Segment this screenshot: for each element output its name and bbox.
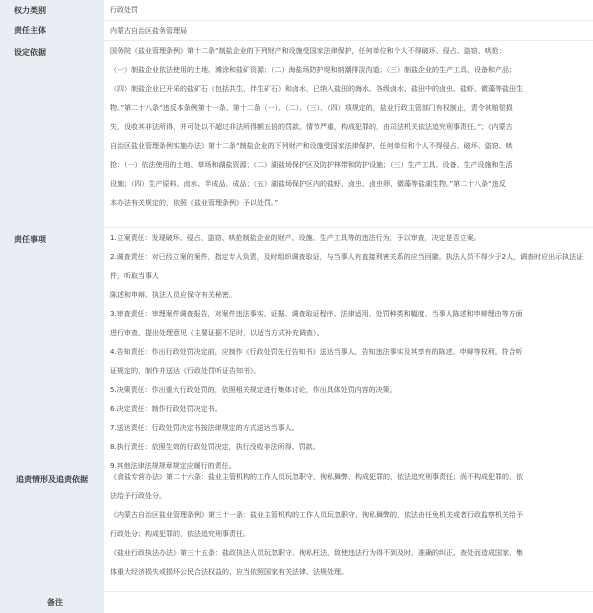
label-accountability: 追责情形及追责依据 [0, 466, 104, 591]
basis-line: （四）制盐企业已开采的盐矿石（包括共生、伴生矿石）和卤水，已纳入盐田的海水、各级卤水、盐田中的卤虫、盐虾、微藻等盐田生 [110, 85, 523, 93]
duty-line: 5.决策责任：作出重大行政处罚的，依照相关规定进行集体讨论，作出具体处罚内容的决策。 [110, 386, 397, 394]
duty-line: 4.告知责任：作出行政处罚决定前，应制作《行政处罚先行告知书》送达当事人，告知违法事实及其享有的陈述、申辩等权利。符合听 [110, 348, 523, 356]
duty-line: 8.执行责任：依照生效的行政处罚决定，执行没收非法所得、罚款。 [110, 443, 320, 451]
duty-line: 2.调查责任：对已经立案的案件，指定专人负责，及时组织调查取证，与当事人有直接利害关系的应当回避。执法人员不得少于2人，调查时应出示执法证件，听取当事人 [110, 253, 584, 280]
accountability-line: 体重大经济损失或损坏公民合法权益的，应当依照国家有关法律、法规处理。 [110, 568, 348, 576]
basis-line: （一）制盐企业依法使用的土地、滩涂和盐矿资源；（二）海盐场防护堤和纳潮排淡沟道；（三）制盐企业的生产工具、设备和产品； [110, 66, 516, 74]
basis-line: 本办法有关规定的，依照《盐业管理条例》予以处罚。” [110, 199, 279, 207]
duty-line: 陈述和申辩。执法人员应保守有关秘密。 [110, 291, 236, 299]
row-remarks [0, 592, 593, 613]
label-remarks: 备注 [0, 592, 104, 613]
accountability-line: 《食盐专营办法》第二十六条：盐业主管机构的工作人员玩忽职守、徇私舞弊，构成犯罪的，依法追究刑事责任；尚不构成犯罪的，依 [110, 473, 523, 481]
value-duty-items [104, 228, 593, 470]
row-duty-items [0, 228, 593, 470]
label-responsible-subject: 责任主体 [0, 21, 104, 40]
basis-line: 自治区盐业管理条例实施办法》第十二条“制盐企业的下列财产和设施受国家法律保护，任何单位和个人不得侵占、破坏、盗窃、哄 [110, 142, 513, 150]
accountability-line: 《盐业行政执法办法》第三十五条：盐政执法人员玩忽职守、徇私枉法，致使违法行为得不到及时、准确的纠正、查处而造成国家、集 [110, 549, 523, 557]
value-accountability [104, 466, 593, 591]
row-power-category [0, 0, 593, 21]
row-accountability [0, 466, 593, 592]
basis-line: 设施；（四）生产原料、卤水、半成品、成品；（五）湖盐场保护区内的盐虾、卤虫、卤虫卵、微藻等盐湖生物。”第二十八条“违反 [110, 180, 506, 188]
value-power-category: 行政处罚 [110, 6, 138, 14]
value-responsible-subject: 内蒙古自治区盐务管理局 [110, 27, 187, 35]
row-legal-basis [0, 41, 593, 228]
duty-line: 3.审查责任：审理案件调查报告，对案件违法事实、证据、调查取证程序、法律适用、处罚种类和幅度、当事人陈述和申辩理由等方面 [110, 310, 523, 318]
label-power-category: 权力类别 [0, 0, 104, 20]
label-legal-basis: 设定依据 [0, 41, 104, 227]
duty-line: 进行审查，提出处理意见（主要证据不足时，以适当方式补充调查）。 [110, 329, 324, 337]
basis-line: 物。”第二十八条“违反本条例第十一条、第十二条（一）、（二）、（三）、（四）项规定的，盐业行政主管部门有权制止，责令其赔偿损 [110, 104, 513, 112]
basis-line: 失，没收其非法所得，并可处以不超过非法所得额五倍的罚款。情节严重，构成犯罪的，由司法机关依法追究刑事责任。”；《内蒙古 [110, 123, 513, 131]
accountability-line: 法给予行政处分。 [110, 492, 166, 500]
duty-line: 9.其他法律法规规章规定应履行的责任。 [110, 462, 236, 470]
value-remarks [104, 592, 593, 613]
duty-line: 7.送达责任：行政处罚决定书按法律规定的方式送达当事人。 [110, 424, 299, 432]
label-duty-items: 责任事项 [0, 228, 104, 466]
row-responsible-subject [0, 21, 593, 41]
duty-line: 1.立案责任：发现破坏、侵占、盗窃、哄抢制盐企业的财产、设施、生产工具等的违法行为，予以审查，决定是否立案。 [110, 234, 481, 242]
accountability-line: 《内蒙古自治区盐业管理条例》第三十一条：盐业主管机构的工作人员玩忽职守、徇私舞弊的，依法由任免机关或者行政监察机关给予 [110, 511, 523, 519]
value-legal-basis [104, 41, 593, 227]
duty-line: 6.决定责任：制作行政处罚决定书。 [110, 405, 222, 413]
accountability-line: 行政处分；构成犯罪的，依法追究刑事责任。 [110, 530, 250, 538]
basis-line: 国务院《盐业管理条例》第十二条“制盐企业的下列财产和设施受国家法律保护，任何单位和个人不得破坏、侵占、盗窃、哄抢： [110, 47, 506, 55]
basis-line: 抢：（一）依法使用的土地、草场和湖盐资源；（二）湖盐场保护区及防护林带和防护设施；（三）生产工具、设备、生产设施和生活 [110, 161, 513, 169]
duty-line: 证规定的，制作并送达《行政处罚听证告知书》。 [110, 367, 261, 375]
